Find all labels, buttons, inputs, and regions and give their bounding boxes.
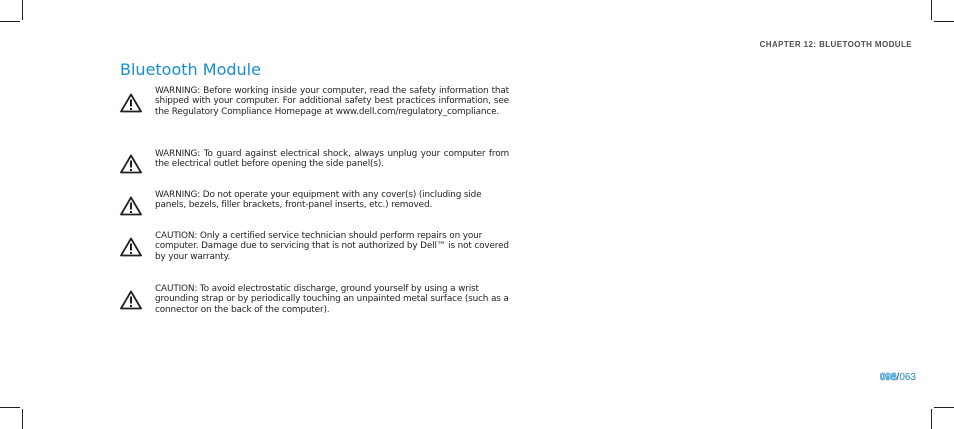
total-page-number: 063 <box>899 372 916 383</box>
notice-text: WARNING: Before working inside your computer, read the safety information that shipped with your computer. For additional safety best practices information, see the Regulatory Compliance Homepage at www.dell.com/regulatory_compliance. <box>155 86 509 117</box>
crop-mark-top-right-vertical <box>931 0 932 20</box>
notice-text: CAUTION: To avoid electrostatic discharge, ground yourself by using a wrist grounding strap or by periodically touching an unpainted metal surface (such as a connector on the back of the computer). <box>155 284 509 315</box>
crop-mark-bottom-right-vertical <box>931 409 932 429</box>
warning-triangle-icon <box>120 196 142 216</box>
crop-mark-top-right-horizontal <box>934 21 954 22</box>
page-separator: / <box>896 372 900 383</box>
crop-mark-bottom-left-vertical <box>22 409 23 429</box>
current-page-number: 098 <box>879 372 897 383</box>
caution-triangle-icon <box>120 290 142 310</box>
page-title: Bluetooth Module <box>120 60 261 79</box>
caution-triangle-icon <box>120 237 142 257</box>
crop-mark-top-left-vertical <box>22 0 23 20</box>
notice-text: WARNING: Do not operate your equipment with any cover(s) (including side panels, bezels, filler brackets, front-panel inserts, etc.) removed. <box>155 190 482 211</box>
notice-text: WARNING: To guard against electrical shock, always unplug your computer from the electrical outlet before opening the side panel(s). <box>155 149 509 170</box>
notice-text: CAUTION: Only a certified service technician should perform repairs on your computer. Damage due to servicing that is not authorized by Dell™ is not covered by your warranty. <box>155 231 509 262</box>
crop-mark-bottom-left-horizontal <box>0 407 20 408</box>
crop-mark-bottom-right-horizontal <box>934 407 954 408</box>
warning-triangle-icon <box>120 93 142 113</box>
chapter-header: CHAPTER 12: BLUETOOTH MODULE <box>759 40 912 49</box>
crop-mark-top-left-horizontal <box>0 21 20 22</box>
warning-triangle-icon <box>120 154 142 174</box>
page-number <box>880 372 916 383</box>
